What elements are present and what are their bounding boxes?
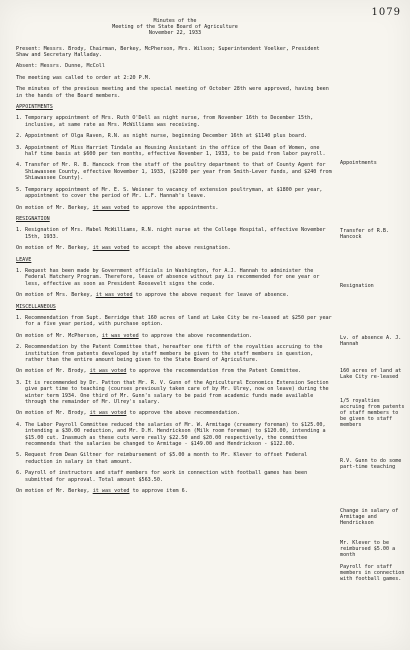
item-text: Resignation of Mrs. Mabel McWilliams, R.N. night nurse at the College Hospital, effective November 15th, 1933. [25,227,326,240]
item-number: 6. [16,470,23,477]
item-number: 3. [16,144,23,151]
item-number: 1. [16,314,23,321]
minutes-body [16,18,334,500]
item-text: Transfer of Mr. R. B. Hancock from the staff of the poultry department to that of County Agent for Shiawassee County, effective November 1, 1933, ($2100 per year from Smith-Lever funds, and $240 from Shiawassee County). [25,162,332,182]
item-number: 3. [16,379,23,386]
item-text: Request from Dean Giltner for reimbursement of $5.00 a month to Mr. Klever to offset Federal reduction in salary in that amount. [25,452,308,465]
motion-suffix: to accept the above resignation. [132,245,231,252]
margin-note-salary-change: Change in salary of Armitage and Hendrickson [340,508,399,527]
margin-note-appointments: Appointments [340,160,377,166]
absent-paragraph: Absent: Messrs. Dunne, McColl [16,63,105,70]
appointment-item [16,115,334,128]
item-text: Recommendation by the Patent Committee that, hereafter one fifth of the royalties accruing to the institution from patents developed by staff members be given to the staff members in question, rather than the entire amount being given to the State Board of Agriculture. [25,344,323,364]
motion-prefix: On motion of Mr. Brody, [16,410,87,417]
misc-item [16,470,334,483]
item-text: The Labor Payroll Committee reduced the salaries of Mr. W. Armitage (creamery foreman) to $125.00, intending a $30.00 reduction, and Mr. D.H. Hendrickson (Milk room foreman) to $120.00, intending a $15.00 cut. Inasmuch as these cuts were really $22.50 and $20.00 respectively, the committee recommends that the salaries be changed to Armitage - $149.00 and Hendrickson - $122.00. [25,421,326,448]
motion-voted: it was voted [101,332,139,339]
motion-suffix: to approve the above request for leave of absence. [135,292,289,299]
item-number: 4. [16,162,23,169]
motion-voted: it was voted [92,488,130,495]
item-number: 5. [16,452,23,459]
misc-item [16,380,334,406]
motion-prefix: On motion of Mr. Berkey, [16,245,90,252]
leave-item [16,268,334,287]
margin-note-klever: Mr. Klever to be reimbursed $5.00 a month [340,540,396,559]
motion-prefix: On motion of Mrs. Berkey, [16,292,93,299]
page-number: 1079 [371,7,401,18]
misc-item [16,452,334,465]
appointment-item [16,187,334,200]
misc-item [16,344,334,363]
motion-voted: it was voted [89,410,127,417]
header-line-3: November 22, 1933 [148,30,202,37]
motion-suffix: to approve item 6. [132,488,188,495]
item-text: Recommendation from Supt. Berridge that 160 acres of land at Lake City be re-leased at $250 per year for a five year period, with purchase option. [25,314,332,328]
motion-suffix: to approve the recommendation from the Patent Committee. [129,368,302,375]
motion-suffix: to approve the appointments. [132,204,219,211]
minutes-approved-paragraph: The minutes of the previous meeting and the special meeting of October 28th were approved, having been in the hands of the Board members. [16,86,329,99]
header-line-1: Minutes of the [153,18,197,24]
item-text: Payroll of instructors and staff members for work in connection with football games has been submitted for approval. Total amount $563.50. [25,470,308,483]
margin-note-royalties: 1/5 royalties accruing from patents of staff members to be given to staff members [340,398,405,429]
minutes-header [16,18,334,37]
resignation-motion [16,245,334,251]
header-line-2: Meeting of the State Board of Agriculture [112,24,238,31]
item-text: Appointment of Olga Raven, R.N. as night nurse, beginning December 16th at $1140 plus board. [25,133,308,140]
item-text: Temporary appointment of Mrs. Ruth O'Dell as night nurse, from November 16th to December 15th, inclusive, at same rate as Mrs. McWilliams was receiving. [25,115,314,128]
miscellaneous-heading: MISCELLANEOUS [16,303,56,310]
motion-voted: it was voted [95,292,133,299]
item-text: It is recommended by Dr. Patton that Mr. R. V. Gunn of the Agricultural Economics Extension Section give part time to teaching (courses previously taken care of by Mr. Ulrey, now on leave) during the winter term 1934. One third of Mr. Gunn's salary to be paid from academic funds made available through the remainder of Mr. Ulrey's salary. [25,379,329,406]
resignation-item [16,227,334,240]
item-text: Temporary appointment of Mr. E. S. Weisner to vacancy of extension poultryman, at $1800 per year, appointment to cover the period of Mr. L.F. Hannah's leave. [25,186,323,200]
leave-heading: LEAVE [16,256,32,263]
misc-item [16,315,334,328]
item-number: 2. [16,344,23,351]
item-text: Appointment of Miss Harriet Tindale as Housing Assistant in the office of the Dean of Women, one half time basis at $600 per ten months, effective November 1, 1933, to be paid from labor payroll. [25,144,326,158]
resignation-heading: RESIGNATION [16,215,50,222]
item-number: 5. [16,186,23,193]
margin-note-football: Payroll for staff members in connection with football games. [340,564,405,583]
misc-motion [16,368,334,374]
misc-motion [16,410,334,416]
motion-suffix: to approve the above recommendation. [141,332,253,339]
motion-suffix: to approve the above recommendation. [129,410,240,417]
appointment-item [16,162,334,181]
misc-motion [16,333,334,339]
item-number: 1. [16,115,23,122]
motion-prefix: On motion of Mr. Berkey, [16,488,90,495]
appointments-motion [16,205,334,211]
motion-voted: it was voted [89,368,127,375]
margin-note-leave: Lv. of absence A. J. Hannah [340,335,402,348]
item-number: 1. [16,267,23,274]
motion-voted: it was voted [92,204,130,211]
margin-note-lake-city: 160 acres of land at Lake City re-leased [340,368,402,381]
leave-motion [16,292,334,298]
item-number: 4. [16,421,23,428]
motion-prefix: On motion of Mr. McPherson, [16,332,99,339]
appointment-item [16,145,334,158]
misc-item [16,422,334,448]
motion-voted: it was voted [92,245,130,252]
item-text: Request has been made by Government officials in Washington, for A.J. Hannah to administer the Federal Hatchery Program. Therefore, leave of absence without pay is recommended for one year or less, effective as soon as President Roosevelt signs the code. [25,267,320,287]
appointments-heading: APPOINTMENTS [16,104,53,111]
appointment-item [16,133,334,139]
motion-prefix: On motion of Mr. Brody, [16,368,87,375]
item-number: 2. [16,133,23,140]
margin-note-gunn: R.V. Gunn to do some part-time teaching [340,458,402,471]
motion-prefix: On motion of Mr. Berkey, [16,204,90,211]
present-paragraph: Present: Messrs. Brody, Chairman, Berkey, McPherson, Mrs. Wilson; Superintendent Voelker, President Shaw and Secretary Halladay. [16,45,320,59]
called-to-order-paragraph: The meeting was called to order at 2:20 P.M. [16,74,151,81]
margin-note-resignation: Resignation [340,283,374,289]
item-number: 1. [16,227,23,234]
misc-motion [16,488,334,494]
margin-note-transfer: Transfer of R.B. Hancock [340,228,390,241]
